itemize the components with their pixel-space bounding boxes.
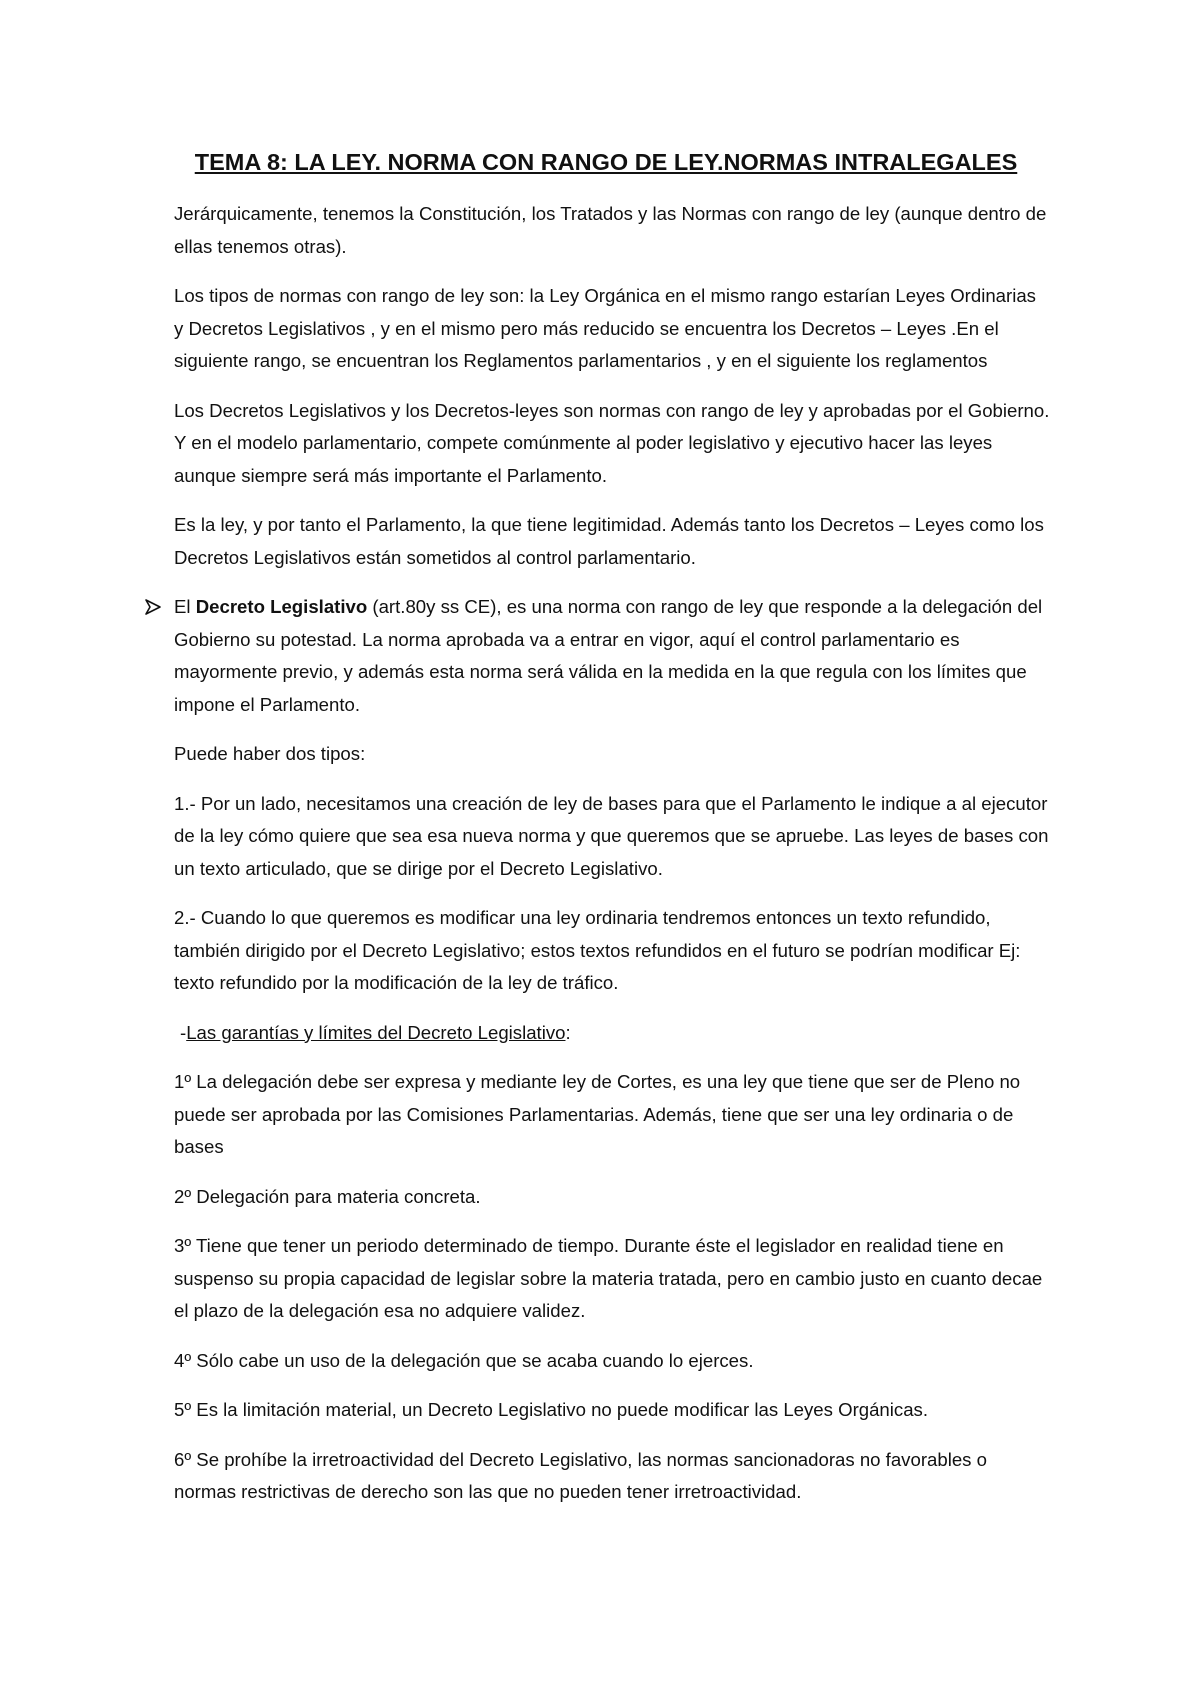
bullet-text-post: (art.80y ss CE), es una norma con rango de ley que responde a la delegación del Gobierno su potestad. La norma aprobada va a entrar en vigor, aquí el control parlamentario es mayormente previo, y además esta norma será válida en la medida en la que regula con los límites que impone el Parlamento.	[174, 596, 1043, 715]
paragraph-type-2: 2.- Cuando lo que queremos es modificar una ley ordinaria tendremos entonces un texto refundido, también dirigido por el Decreto Legislativo; estos textos refundidos en el futuro se podrían modificar Ej: texto refundido por la modificación de la ley de tráfico.	[174, 907, 1021, 993]
bullet-decreto-legislativo	[174, 591, 1050, 721]
paragraph-type-1: 1.- Por un lado, necesitamos una creación de ley de bases para que el Parlamento le indique a al ejecutor de la ley cómo quiere que sea esa nueva norma y que queremos que se apruebe. Las leyes de bases con un texto articulado, que se dirige por el Decreto Legislativo.	[174, 792, 1049, 879]
arrow-bullet-icon	[144, 598, 162, 616]
bullet-text-bold: Decreto Legislativo	[195, 596, 368, 617]
paragraph-hierarchy: Jerárquicamente, tenemos la Constitución, los Tratados y las Normas con rango de ley (aunque dentro de ellas tenemos otras).	[174, 203, 1047, 257]
paragraph-legitimacy: Es la ley, y por tanto el Parlamento, la que tiene legitimidad. Además tanto los Decretos – Leyes como los Decretos Legislativos están sometidos al control parlamentario.	[174, 514, 1044, 568]
guarantees-heading-text: Las garantías y límites del Decreto Legislativo	[186, 1021, 566, 1043]
document-title: TEMA 8: LA LEY. NORMA CON RANGO DE LEY.NORMAS INTRALEGALES	[194, 149, 1018, 175]
paragraph-decrees: Los Decretos Legislativos y los Decretos-leyes son normas con rango de ley y aprobadas por el Gobierno. Y en el modelo parlamentario, compete comúnmente al poder legislativo y ejecutivo hacer las leyes aunque siempre será más importante el Parlamento.	[174, 399, 1050, 486]
paragraph-two-types: Puede haber dos tipos:	[174, 743, 366, 764]
list-item-6: 6º Se prohíbe la irretroactividad del Decreto Legislativo, las normas sancionadoras no favorables o normas restrictivas de derecho son las que no pueden tener irretroactividad.	[174, 1448, 987, 1502]
list-item-3: 3º Tiene que tener un periodo determinado de tiempo. Durante éste el legislador en realidad tiene en suspenso su propia capacidad de legislar sobre la materia tratada, pero en cambio justo en cuanto decae el plazo de la delegación esa no adquiere validez.	[174, 1235, 1043, 1321]
paragraph-norm-types: Los tipos de normas con rango de ley son: la Ley Orgánica en el mismo rango estarían Leyes Ordinarias y Decretos Legislativos , y en el mismo pero más reducido se encuentra los Decretos – Leyes .En el siguiente rango, se encuentran los Reglamentos parlamentarios , y en el siguiente los reglamentos	[174, 285, 1036, 371]
list-item-2: 2º Delegación para materia concreta.	[174, 1185, 481, 1207]
bullet-text-pre: El	[174, 596, 196, 617]
list-item-1: 1º La delegación debe ser expresa y mediante ley de Cortes, es una ley que tiene que ser de Pleno no puede ser aprobada por las Comisiones Parlamentarias. Además, tiene que ser una ley ordinaria o de bases	[174, 1071, 1021, 1157]
guarantees-heading	[174, 1017, 1050, 1050]
guarantees-colon: :	[565, 1021, 571, 1043]
guarantees-dash: -	[180, 1021, 187, 1043]
list-item-5: 5º Es la limitación material, un Decreto Legislativo no puede modificar las Leyes Orgánicas.	[174, 1399, 929, 1420]
list-item-4: 4º Sólo cabe un uso de la delegación que se acaba cuando lo ejerces.	[174, 1349, 754, 1371]
